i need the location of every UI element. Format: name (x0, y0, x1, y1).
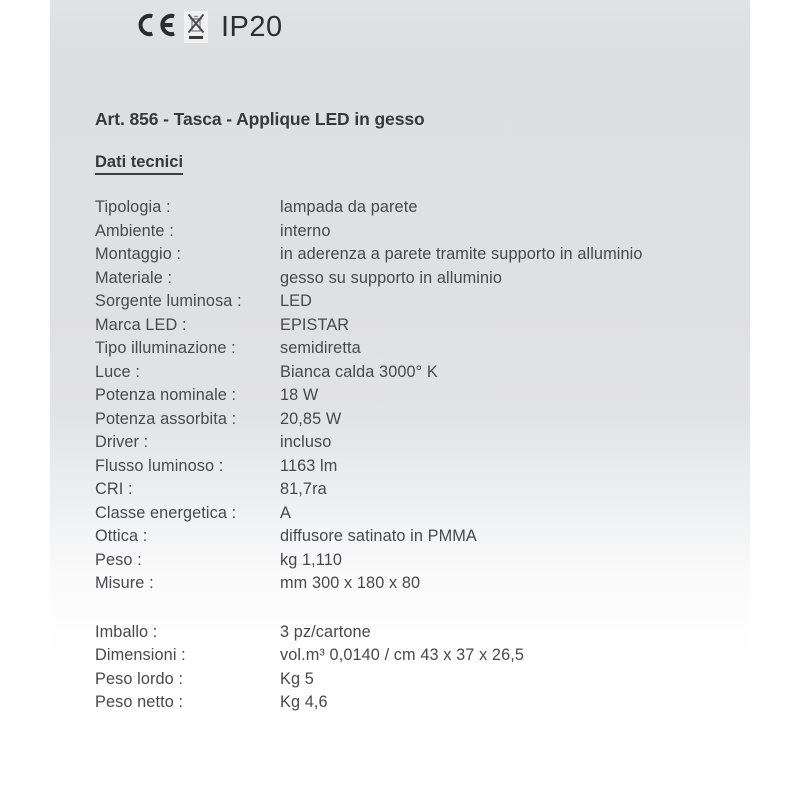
ce-mark-icon (135, 12, 177, 43)
spec-label: Ottica : (95, 527, 148, 545)
spec-row (95, 668, 750, 692)
spec-row (95, 361, 750, 385)
spec-label: Classe energetica : (95, 503, 237, 522)
datasheet-panel (50, 0, 750, 800)
spec-value: EPISTAR (280, 315, 350, 334)
packaging-data-table (95, 621, 750, 715)
spec-label: Flusso luminoso : (95, 456, 224, 475)
spec-value: 18 W (280, 386, 319, 404)
technical-data-table (95, 196, 750, 596)
spec-value: semidiretta (280, 339, 361, 357)
spec-row (95, 525, 750, 549)
spec-row (95, 572, 750, 596)
spec-label: Potenza assorbita : (95, 409, 237, 428)
spec-row (95, 621, 750, 645)
spec-label: Materiale : (95, 268, 173, 287)
spec-row (95, 337, 750, 361)
spec-value: 20,85 W (280, 409, 342, 428)
ip-rating-label: IP20 (221, 10, 283, 43)
spec-row (95, 691, 750, 715)
spec-row (95, 290, 750, 314)
spec-value: in aderenza a parete tramite supporto in alluminio (280, 245, 643, 263)
spec-label: Misure : (95, 574, 154, 592)
spec-value: interno (280, 221, 331, 240)
spec-row (95, 502, 750, 526)
spec-value: diffusore satinato in PMMA (280, 527, 477, 545)
spec-value: 3 pz/cartone (280, 622, 371, 641)
spec-value: 81,7ra (280, 480, 327, 498)
spec-label: Peso lordo : (95, 669, 184, 688)
product-title: Art. 856 - Tasca - Applique LED in gesso (95, 109, 425, 129)
spec-row (95, 267, 750, 291)
spec-value: Kg 5 (280, 669, 314, 688)
spec-label: Dimensioni : (95, 646, 186, 664)
section-heading: Dati tecnici (95, 153, 183, 175)
spec-label: Ambiente : (95, 221, 174, 240)
spec-value: LED (280, 292, 312, 310)
spec-row (95, 384, 750, 408)
spec-label: Imballo : (95, 622, 158, 641)
spec-label: Peso : (95, 550, 142, 569)
spec-row (95, 478, 750, 502)
spec-value: incluso (280, 433, 332, 451)
spec-row (95, 455, 750, 479)
spec-value: Kg 4,6 (280, 693, 328, 711)
spec-label: Peso netto : (95, 693, 184, 711)
spec-row (95, 431, 750, 455)
spec-value: kg 1,110 (280, 550, 343, 569)
spec-row (95, 408, 750, 432)
spec-row (95, 314, 750, 338)
weee-crossed-bin-icon (184, 11, 208, 43)
spec-label: Tipologia : (95, 198, 171, 216)
spec-label: Potenza nominale : (95, 386, 237, 404)
spec-label: Montaggio : (95, 245, 182, 263)
spec-label: Tipo illuminazione : (95, 339, 236, 357)
spec-label: CRI : (95, 480, 133, 498)
spec-row (95, 644, 750, 668)
spec-row (95, 196, 750, 220)
spec-value: gesso su supporto in alluminio (280, 268, 503, 287)
spec-label: Marca LED : (95, 315, 187, 334)
spec-row (95, 243, 750, 267)
spec-label: Driver : (95, 433, 149, 451)
spec-label: Sorgente luminosa : (95, 292, 242, 310)
spec-value: mm 300 x 180 x 80 (280, 574, 421, 592)
spec-value: vol.m³ 0,0140 / cm 43 x 37 x 26,5 (280, 646, 525, 664)
certification-row (50, 0, 750, 44)
spec-value: Bianca calda 3000° K (280, 362, 438, 381)
spec-value: 1163 lm (280, 456, 338, 475)
spec-value: lampada da parete (280, 198, 418, 216)
spec-value: A (280, 503, 291, 522)
spec-row (95, 549, 750, 573)
spec-row (95, 220, 750, 244)
spec-label: Luce : (95, 362, 140, 381)
